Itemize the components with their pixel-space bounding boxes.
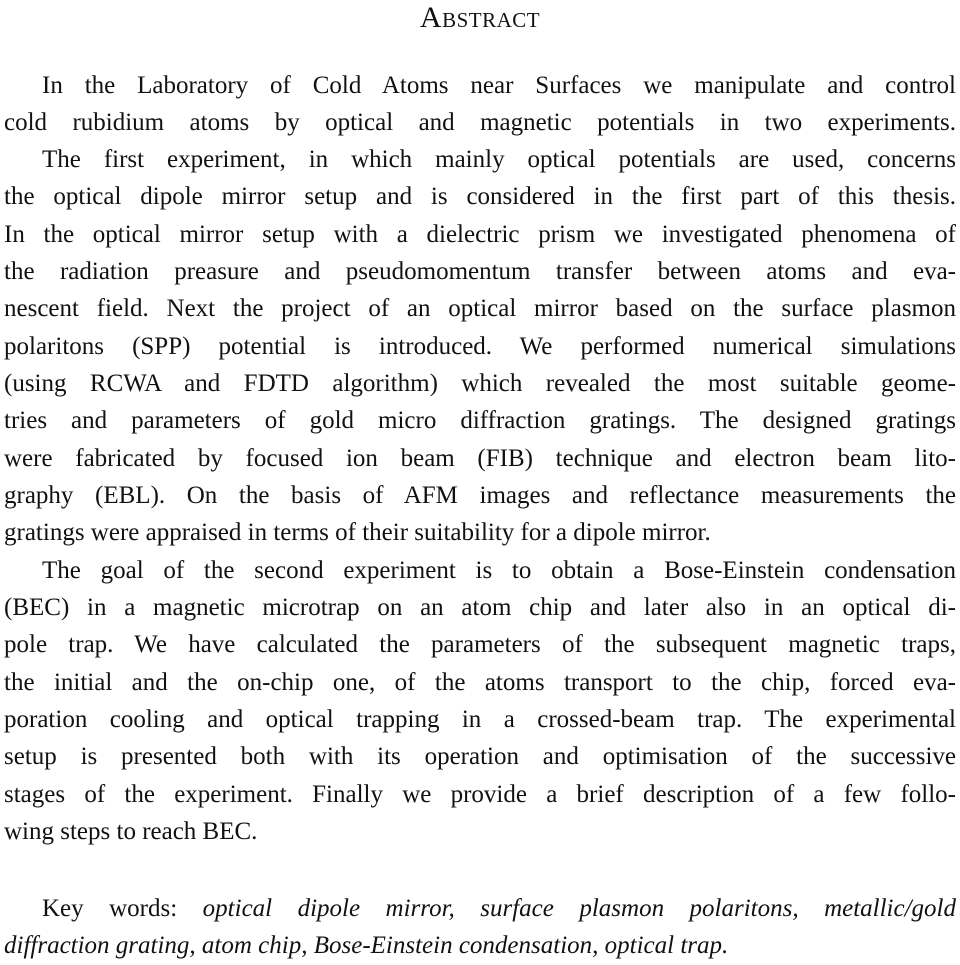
keywords-list-part-1: optical dipole mirror, surface plasmon polaritons, metallic/gold bbox=[202, 895, 956, 922]
abstract-line-5: In the optical mirror setup with a dielectric prism we investigated phenomena of bbox=[4, 221, 956, 248]
abstract-line-13: gratings were appraised in terms of their suitability for a dipole mirror. bbox=[4, 519, 711, 546]
abstract-line-20: stages of the experiment. Finally we provide a brief description of a few follo- bbox=[4, 781, 956, 808]
abstract-line-19: setup is presented both with its operation and optimisation of the successive bbox=[4, 743, 956, 770]
abstract-line-2: cold rubidium atoms by optical and magnetic potentials in two experiments. bbox=[4, 109, 956, 136]
abstract-line-18: poration cooling and optical trapping in a crossed-beam trap. The experimental bbox=[4, 706, 956, 733]
abstract-line-10: tries and parameters of gold micro diffraction gratings. The designed gratings bbox=[4, 407, 956, 434]
abstract-line-14: The goal of the second experiment is to obtain a Bose-Einstein condensation bbox=[42, 557, 956, 584]
abstract-line-17: the initial and the on-chip one, of the atoms transport to the chip, forced eva- bbox=[4, 669, 956, 696]
abstract-line-12: graphy (EBL). On the basis of AFM images and reflectance measurements the bbox=[4, 482, 956, 509]
abstract-line-9: (using RCWA and FDTD algorithm) which revealed the most suitable geome- bbox=[4, 370, 956, 397]
abstract-line-3: The first experiment, in which mainly optical potentials are used, concerns bbox=[42, 146, 956, 173]
keywords-list-part-2: diffraction grating, atom chip, Bose-Einstein condensation, optical trap. bbox=[4, 932, 729, 959]
abstract-heading: Abstract bbox=[419, 1, 541, 34]
abstract-line-8: polaritons (SPP) potential is introduced. We performed numerical simulations bbox=[4, 333, 956, 360]
abstract-line-4: the optical dipole mirror setup and is considered in the first part of this thesis. bbox=[4, 183, 956, 210]
keywords-line-1 bbox=[42, 893, 956, 925]
keywords-line-2 bbox=[4, 930, 956, 962]
abstract-line-15: (BEC) in a magnetic microtrap on an atom chip and later also in an optical di- bbox=[4, 594, 956, 621]
abstract-line-21: wing steps to reach BEC. bbox=[4, 818, 258, 845]
abstract-line-6: the radiation preasure and pseudomomentum transfer between atoms and eva- bbox=[4, 258, 956, 285]
abstract-line-11: were fabricated by focused ion beam (FIB) technique and electron beam lito- bbox=[4, 445, 956, 472]
keywords-label: Key words: bbox=[42, 895, 178, 922]
abstract-line-1: In the Laboratory of Cold Atoms near Surfaces we manipulate and control bbox=[42, 72, 956, 99]
abstract-line-16: pole trap. We have calculated the parameters of the subsequent magnetic traps, bbox=[4, 631, 956, 658]
abstract-line-7: nescent field. Next the project of an optical mirror based on the surface plasmon bbox=[4, 295, 956, 322]
